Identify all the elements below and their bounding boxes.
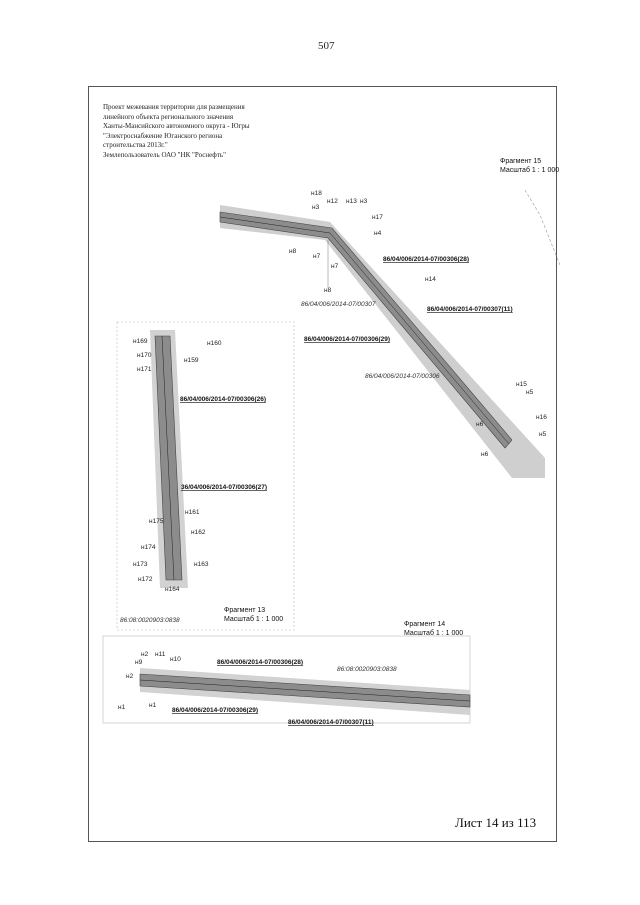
point-label: н172 xyxy=(138,576,153,583)
point-label: н1 xyxy=(118,704,126,711)
cadastral-label: 86:08:0020903:0838 xyxy=(337,666,397,673)
cadastral-label: 36/04/006/2014-07/00306(27) xyxy=(181,484,268,491)
sheet-number: Лист 14 из 113 xyxy=(455,815,537,830)
point-label: н159 xyxy=(184,357,199,364)
point-label: н16 xyxy=(536,414,547,421)
title-line: Ханты-Мансийского автономного округа - Югры xyxy=(103,122,250,130)
cadastral-label: 86/04/006/2014-07/00307(11) xyxy=(427,306,513,313)
title-line: "Электроснабжение Юганского региона xyxy=(103,131,223,140)
point-label: н5 xyxy=(526,389,534,396)
point-label: н13 xyxy=(346,198,357,205)
point-label: н170 xyxy=(137,352,152,359)
cadastral-label: 86/04/006/2014-07/00307 xyxy=(301,301,376,308)
point-label: н6 xyxy=(481,451,489,458)
point-label: н175 xyxy=(149,518,164,525)
cadastral-label: 86/04/006/2014-07/00307(11) xyxy=(288,719,374,726)
point-label: н169 xyxy=(133,338,148,345)
cadastral-label: 86/04/006/2014-07/00306(28) xyxy=(217,659,304,666)
fragment-title: Фрагмент 13 xyxy=(224,607,266,614)
fragment-scale: Масштаб 1 : 1 000 xyxy=(500,167,560,174)
fragment-14 xyxy=(103,636,470,726)
point-label: н1 xyxy=(149,702,157,709)
fragment-title: Фрагмент 15 xyxy=(500,158,542,165)
point-label: н17 xyxy=(372,214,383,221)
fragment-title: Фрагмент 14 xyxy=(404,621,446,628)
fragment-15 xyxy=(220,190,560,478)
point-label: н2 xyxy=(126,673,134,680)
cadastral-label: 86/04/006/2014-07/00306(29) xyxy=(172,707,259,714)
point-label: н171 xyxy=(137,366,152,373)
title-line: линейного объекта регионального значения xyxy=(103,112,234,121)
cadastral-label: 86/04/006/2014-07/00306(28) xyxy=(383,256,470,263)
title-line: Землепользователь ОАО "НК "Роснефть" xyxy=(103,150,226,159)
point-label: н10 xyxy=(170,656,181,663)
point-label: н174 xyxy=(141,544,156,551)
point-label: н164 xyxy=(165,586,180,593)
point-label: н3 xyxy=(312,204,320,211)
point-label: н18 xyxy=(311,190,322,197)
fragment-scale: Масштаб 1 : 1 000 xyxy=(404,630,464,637)
cadastral-label: 86/04/006/2014-07/00306(26) xyxy=(180,396,267,403)
point-label: н8 xyxy=(324,287,332,294)
fragment-scale: Масштаб 1 : 1 000 xyxy=(224,616,284,623)
point-label: н3 xyxy=(360,198,368,205)
point-label: н15 xyxy=(516,381,527,388)
boundary-dashed xyxy=(525,190,560,265)
title-line: строительства 2013г." xyxy=(103,141,168,149)
point-label: н7 xyxy=(313,253,321,260)
point-label: н2 xyxy=(141,651,149,658)
point-label: н9 xyxy=(135,659,143,666)
point-label: н8 xyxy=(289,248,297,255)
cadastral-label: 86/04/006/2014-07/00306 xyxy=(365,373,440,380)
cadastral-label: 86:08:0020903:0838 xyxy=(120,617,180,624)
point-label: н11 xyxy=(155,651,166,658)
point-label: н4 xyxy=(374,230,382,237)
point-label: н12 xyxy=(327,198,338,205)
point-label: н160 xyxy=(207,340,222,347)
title-line: Проект межевания территории для размещения xyxy=(103,103,245,111)
cadastral-label: 86/04/006/2014-07/00306(29) xyxy=(304,336,391,343)
point-label: н162 xyxy=(191,529,206,536)
point-label: н7 xyxy=(331,263,339,270)
page-number: 507 xyxy=(318,40,335,52)
point-label: н14 xyxy=(425,276,436,283)
point-label: н161 xyxy=(185,509,200,516)
point-label: н163 xyxy=(194,561,209,568)
point-label: н5 xyxy=(539,431,547,438)
point-label: н6 xyxy=(476,421,484,428)
fragment-13 xyxy=(117,322,294,630)
point-label: н173 xyxy=(133,561,148,568)
